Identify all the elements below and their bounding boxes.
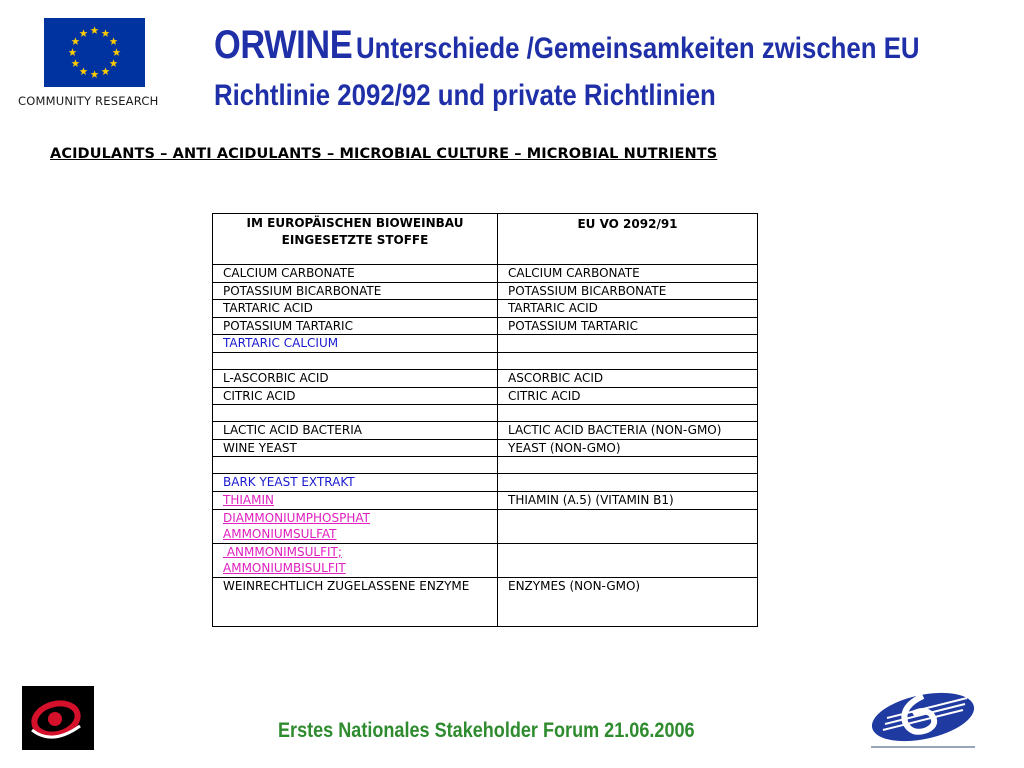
title-rest: Unterschiede /Gemeinsamkeiten zwischen EU — [356, 32, 920, 65]
diammoniumphosphat-link[interactable]: DIAMMONIUMPHOSPHAT — [223, 510, 370, 525]
cell-right: LACTIC ACID BACTERIA (NON-GMO) — [498, 422, 758, 440]
header-col-eu: EU VO 2092/91 — [498, 214, 758, 265]
title-line2: Richtlinie 2092/92 und private Richtlinien — [214, 79, 716, 112]
table-row — [213, 491, 758, 509]
eu-star-icon — [102, 67, 110, 75]
cell-right: TARTARIC ACID — [498, 300, 758, 318]
header-col-organic: IM EUROPÄISCHEN BIOWEINBAU EINGESETZTE STOFFE — [213, 214, 498, 265]
cell-left — [213, 491, 498, 509]
cell-right — [498, 352, 758, 369]
cell-left: POTASSIUM TARTARIC — [213, 317, 498, 335]
eu-star-icon — [71, 37, 79, 45]
table-row — [213, 577, 758, 626]
eu-star-icon — [80, 29, 88, 37]
table-row — [213, 282, 758, 300]
table-row — [213, 439, 758, 457]
table-row — [213, 543, 758, 577]
cell-left: BARK YEAST EXTRAKT — [213, 474, 498, 492]
eu-star-icon — [110, 37, 118, 45]
ammoniumsulfat-link[interactable]: AMMONIUMSULFAT — [223, 527, 337, 542]
cell-left — [213, 405, 498, 422]
cell-right: ASCORBIC ACID — [498, 369, 758, 387]
table-row — [213, 369, 758, 387]
cell-left: L-ASCORBIC ACID — [213, 369, 498, 387]
page-title — [214, 22, 920, 115]
thiamin-link[interactable]: THIAMIN — [223, 492, 274, 507]
table-row — [213, 387, 758, 405]
cell-right: THIAMIN (A.5) (VITAMIN B1) — [498, 491, 758, 509]
ammoniumbisulfit-link[interactable]: AMMONIUMBISULFIT — [223, 561, 346, 576]
eu-star-icon — [91, 26, 99, 34]
cell-left — [213, 543, 498, 577]
cell-left: POTASSIUM BICARBONATE — [213, 282, 498, 300]
eu-star-icon — [69, 48, 77, 56]
cell-left: LACTIC ACID BACTERIA — [213, 422, 498, 440]
cell-right — [498, 509, 758, 543]
cell-right: POTASSIUM TARTARIC — [498, 317, 758, 335]
cell-right — [498, 474, 758, 492]
table-row — [213, 474, 758, 492]
cell-right: ENZYMES (NON-GMO) — [498, 577, 758, 626]
logo-caption: COMMUNITY RESEARCH — [18, 94, 159, 108]
title-main: ORWINE — [214, 23, 353, 67]
ammoniumsulfit-link[interactable]: ANMMONIMSULFIT; — [223, 544, 342, 559]
table-row — [213, 300, 758, 318]
table-header-row — [213, 214, 758, 265]
table-row — [213, 335, 758, 353]
table-row — [213, 422, 758, 440]
cell-left — [213, 509, 498, 543]
cell-right — [498, 335, 758, 353]
cell-right — [498, 543, 758, 577]
cell-right: POTASSIUM BICARBONATE — [498, 282, 758, 300]
cell-right: YEAST (NON-GMO) — [498, 439, 758, 457]
cell-left: WEINRECHTLICH ZUGELASSENE ENZYME — [213, 577, 498, 626]
cell-right: CITRIC ACID — [498, 387, 758, 405]
footer-text: Erstes Nationales Stakeholder Forum 21.06.2006 — [278, 719, 695, 742]
table-row — [213, 317, 758, 335]
cell-right — [498, 457, 758, 474]
eu-star-icon — [113, 48, 121, 56]
eu-flag-logo-icon — [44, 18, 145, 87]
eu-stars-icon — [44, 18, 145, 87]
cell-left: TARTARIC CALCIUM — [213, 335, 498, 353]
cell-right: CALCIUM CARBONATE — [498, 265, 758, 283]
eu-star-icon — [80, 67, 88, 75]
cell-left: WINE YEAST — [213, 439, 498, 457]
eu-star-icon — [110, 59, 118, 67]
eu-star-icon — [91, 70, 99, 78]
cell-left: CITRIC ACID — [213, 387, 498, 405]
cell-left — [213, 457, 498, 474]
cell-right — [498, 405, 758, 422]
eu-star-icon — [102, 29, 110, 37]
cell-left: CALCIUM CARBONATE — [213, 265, 498, 283]
cell-left: TARTARIC ACID — [213, 300, 498, 318]
fp6-logo-icon — [865, 684, 981, 750]
table-row-empty — [213, 352, 758, 369]
cell-left — [213, 352, 498, 369]
table-row — [213, 509, 758, 543]
table-row-empty — [213, 405, 758, 422]
eu-star-icon — [71, 59, 79, 67]
subheading: ACIDULANTS – ANTI ACIDULANTS – MICROBIAL CULTURE – MICROBIAL NUTRIENTS — [50, 146, 718, 162]
red-swirl-logo-icon — [22, 686, 94, 750]
table-row-empty — [213, 457, 758, 474]
table-row — [213, 265, 758, 283]
comparison-table — [212, 213, 758, 627]
